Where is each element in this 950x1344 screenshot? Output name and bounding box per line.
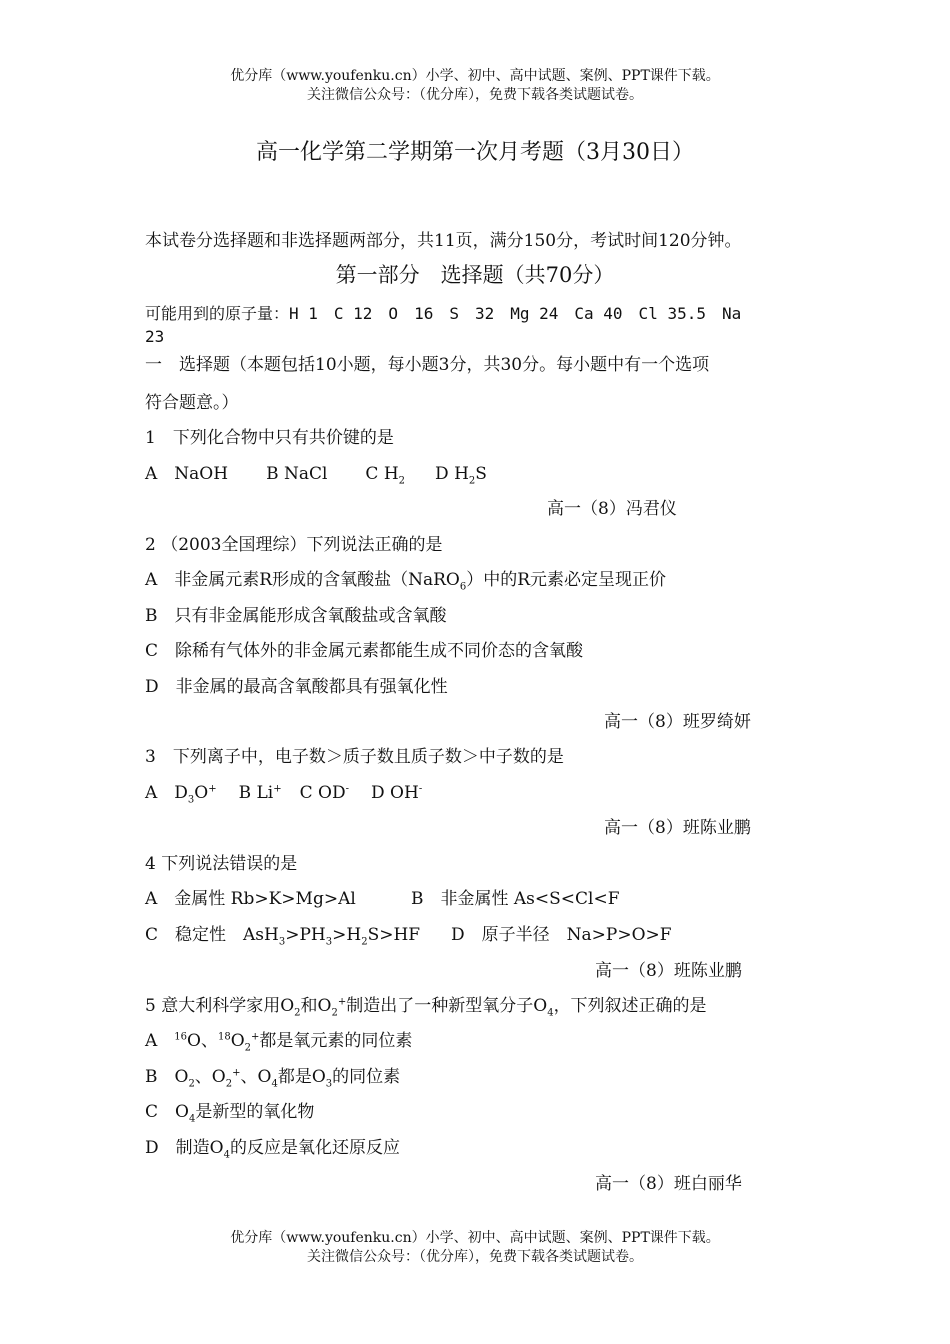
page-title: 高一化学第二学期第一次月考题（3月30日） xyxy=(256,140,694,165)
part1-title: 第一部分 选择题（共70分） xyxy=(335,263,615,287)
q2-signature: 高一（8）班罗绮妍 xyxy=(604,712,751,732)
header-line-2: 关注微信公众号：（优分库），免费下载各类试题试卷。 xyxy=(307,87,643,103)
q3-option-d: D OH- xyxy=(371,783,423,803)
q3-option-c: C OD- xyxy=(299,783,350,803)
q4-option-b: B 非金属性 As<S<Cl<F xyxy=(411,889,620,909)
q4-stem: 4 下列说法错误的是 xyxy=(145,854,298,874)
atomic-mass-line-2: 23 xyxy=(145,327,165,346)
q3-option-a: A $D_3O^+$ xyxy=(145,783,217,806)
q4-signature: 高一（8）班陈业鹏 xyxy=(595,961,742,981)
q1-options xyxy=(145,459,487,486)
q4-option-a: A 金属性 Rb>K>Mg>Al xyxy=(145,889,356,909)
q2-option-a: A 非金属元素R形成的含氧酸盐（NaRO$_6$）中的R元素必定呈现正价 xyxy=(145,570,667,593)
section1-instructions-line-2: 符合题意。） xyxy=(145,393,239,413)
q5-option-a: A $^{16}$O、$^{18}O_2^+$都是氧元素的同位素 xyxy=(145,1031,413,1054)
q5-option-b: B $O_2$、$O_2^+$、$O_4$都是$O_3$的同位素 xyxy=(145,1067,401,1090)
q3-signature: 高一（8）班陈业鹏 xyxy=(604,818,751,838)
atomic-mass-line-1: 可能用到的原子量：H 1 C 12 O 16 S 32 Mg 24 Ca 40 Cl 35.5 Na xyxy=(145,304,742,323)
q1-signature: 高一（8）冯君仪 xyxy=(547,499,677,519)
footer-line-1: 优分库（www.youfenku.cn）小学、初中、高中试题、案例、PPT课件下载。 xyxy=(230,1230,720,1246)
q4-option-c: C 稳定性 $AsH_3>PH_3>H_2S>HF$ xyxy=(145,925,421,948)
q3-stem: 3 下列离子中，电子数＞质子数且质子数＞中子数的是 xyxy=(145,747,564,767)
intro-text: 本试卷分选择题和非选择题两部分，共11页，满分150分，考试时间120分钟。 xyxy=(145,231,742,251)
q5-stem: 5 意大利科学家用$O_2$和$O_2^+$制造出了一种新型氧分子$O_4$，下列叙述正确的是 xyxy=(145,996,707,1019)
q1-option-b: B NaCl xyxy=(266,464,328,484)
section1-instructions-line-1: 一 选择题（本题包括10小题，每小题3分，共30分。每小题中有一个选项 xyxy=(145,355,710,375)
q1-option-d: D $H_2S$ xyxy=(435,464,487,487)
q2-option-b: B 只有非金属能形成含氧酸盐或含氧酸 xyxy=(145,606,447,626)
q5-option-c: C $O_4$是新型的氧化物 xyxy=(145,1102,315,1125)
q1-stem: 1 下列化合物中只有共价键的是 xyxy=(145,428,394,448)
q2-option-d: D 非金属的最高含氧酸都具有强氧化性 xyxy=(145,677,448,697)
q4-option-d: D 原子半径 Na>P>O>F xyxy=(451,925,672,945)
footer-line-2: 关注微信公众号：（优分库），免费下载各类试题试卷。 xyxy=(307,1249,643,1265)
q1-option-a: A NaOH xyxy=(145,464,229,484)
header-line-1: 优分库（www.youfenku.cn）小学、初中、高中试题、案例、PPT课件下载。 xyxy=(230,68,720,84)
q2-option-c: C 除稀有气体外的非金属元素都能生成不同价态的含氧酸 xyxy=(145,641,584,661)
q1-option-c: C $H_2$ xyxy=(365,464,406,487)
q5-option-d: D 制造$O_4$的反应是氧化还原反应 xyxy=(145,1138,400,1161)
q2-stem: 2 （2003全国理综）下列说法正确的是 xyxy=(145,535,443,555)
q5-signature: 高一（8）班白丽华 xyxy=(595,1174,742,1194)
q3-option-b: B Li+ xyxy=(238,783,282,803)
q3-options xyxy=(145,778,422,805)
